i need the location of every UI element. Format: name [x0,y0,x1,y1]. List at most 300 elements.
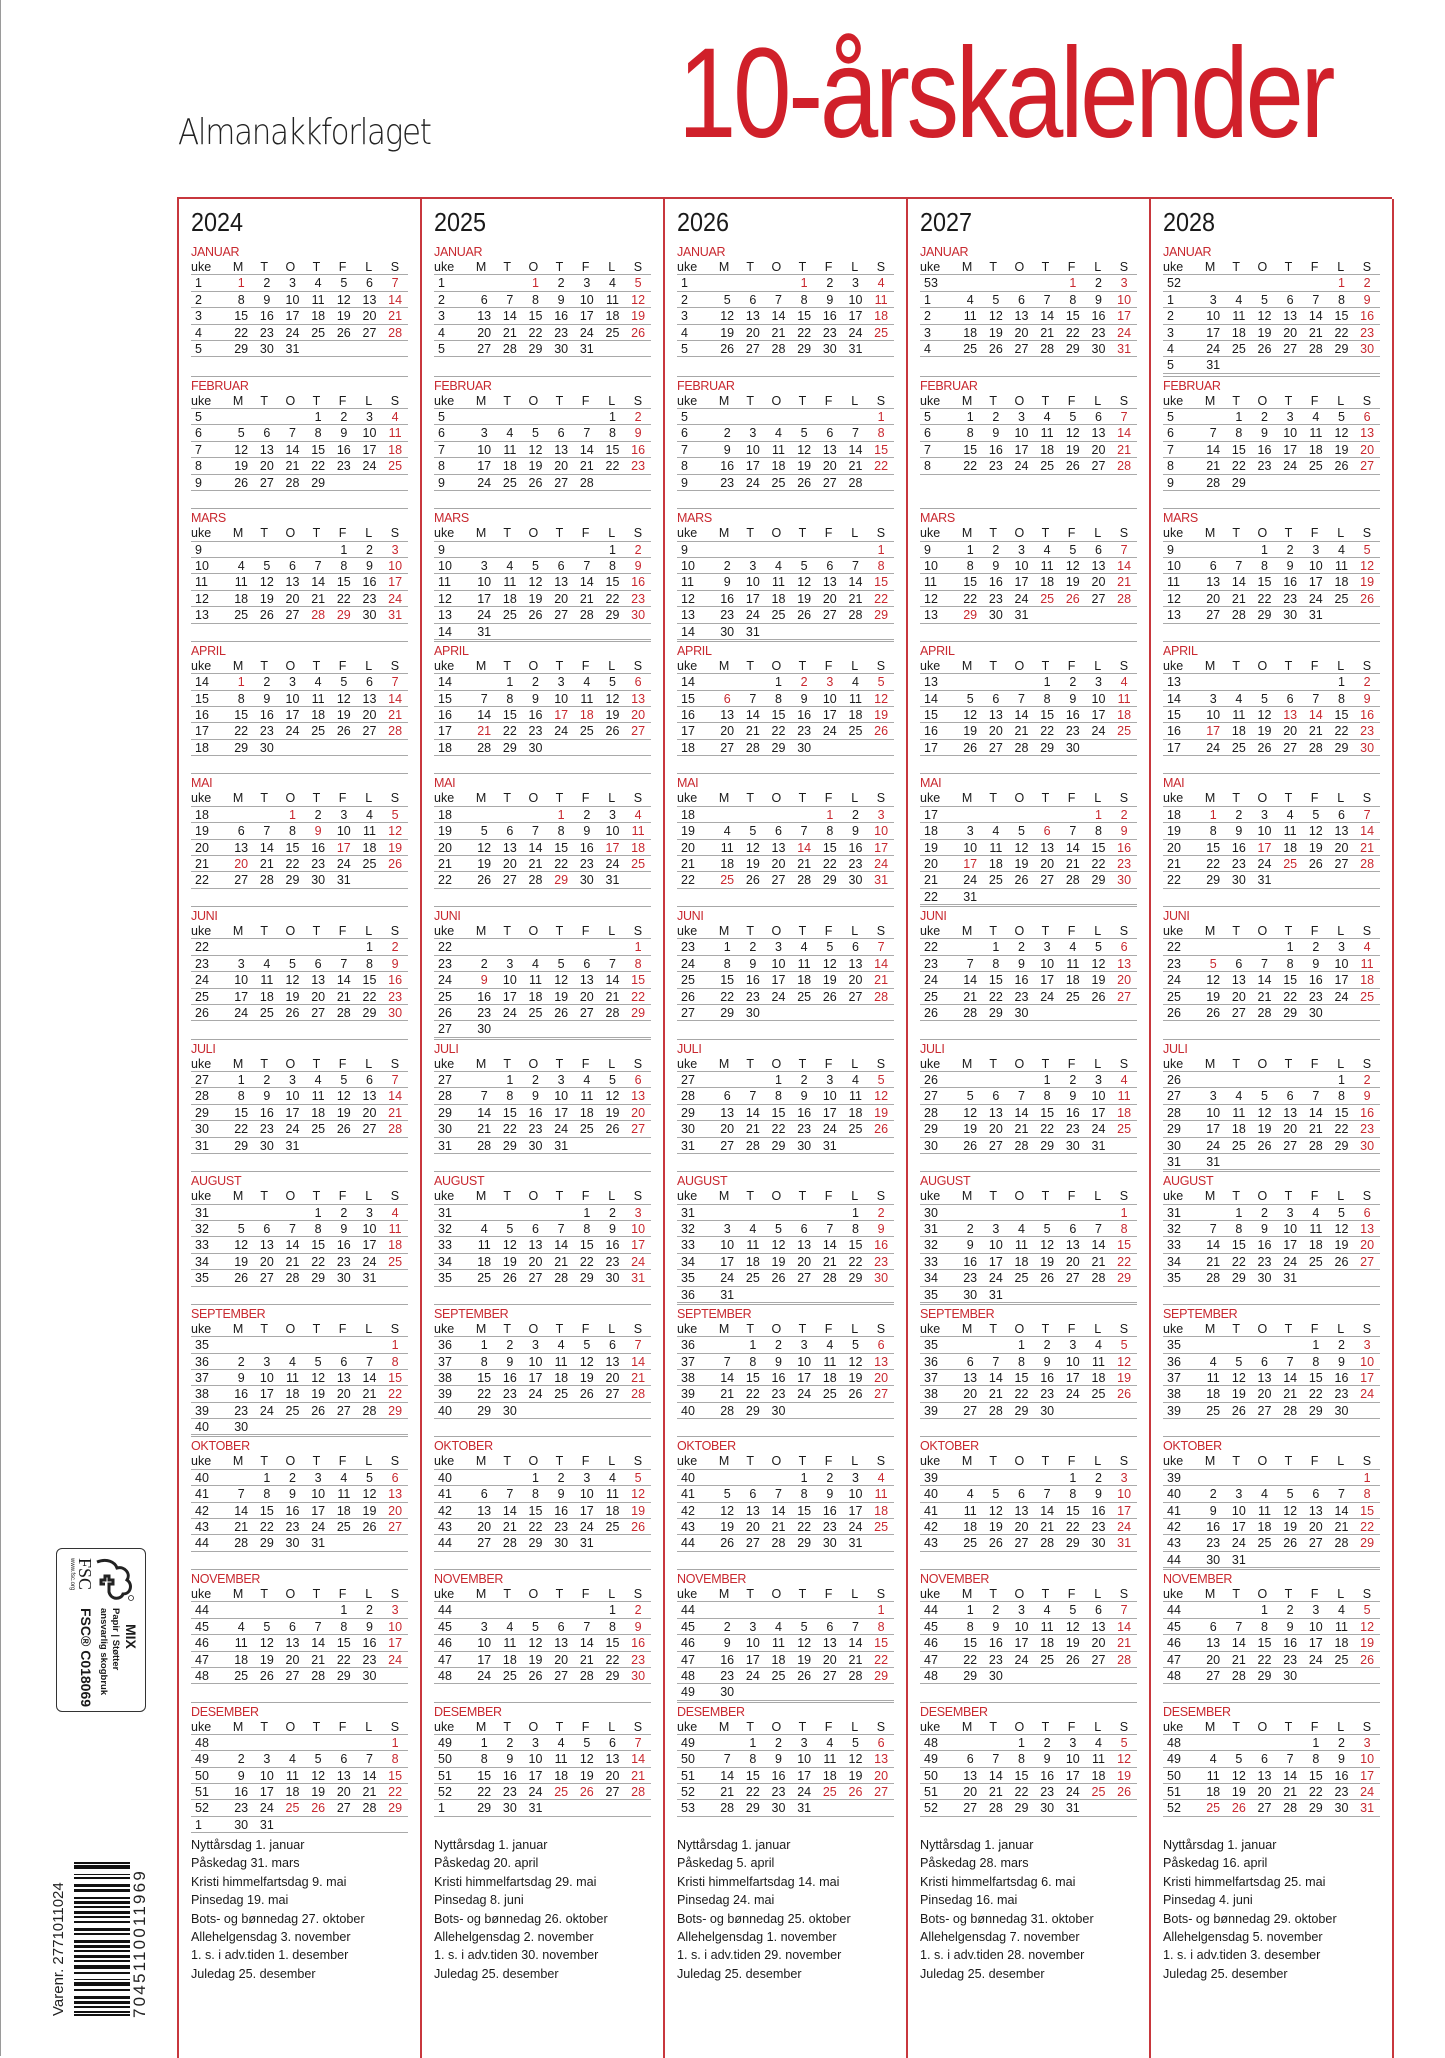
day-cell: 5 [723,292,731,307]
day-cell: 4 [506,1619,514,1634]
day-cell: 17 [285,707,300,722]
day-cell: 9 [992,426,1000,441]
weekday-label: T [1041,791,1050,806]
week-row [434,707,651,723]
day-cell: 28 [1257,1005,1272,1020]
day-cell: 6 [340,1354,348,1369]
month-name: FEBRUAR [434,378,492,393]
day-cell [280,1735,306,1750]
weekday-header [677,790,894,806]
month-name: NOVEMBER [191,1571,261,1586]
weekday-label: S [633,1454,643,1469]
day-cell: 5 [506,1221,514,1236]
week-row [677,1088,894,1104]
day-cell: 16 [477,989,492,1004]
day-cell: 5 [1312,807,1320,822]
day-cell: 13 [336,1370,351,1385]
day-cell [1277,1072,1303,1087]
weekday-header [920,1188,1137,1204]
day-cell [600,939,626,954]
weekday-label: S [1119,1586,1129,1601]
day-cell: 18 [1231,325,1246,340]
week-row-empty [920,1021,1137,1037]
day-cell: 1 [289,807,296,822]
weekday-label: O [1014,1719,1025,1734]
weekday-header [191,525,408,541]
weekday-header [677,923,894,939]
day-cell: 19 [579,1768,594,1783]
day-cell: 30 [336,1271,351,1286]
day-cell: 29 [1231,1271,1246,1286]
day-cell: 23 [1117,856,1132,871]
weekday-label: L [608,1189,616,1204]
holiday-item: Juledag 25. desember [920,1966,1045,1981]
day-cell: 31 [1206,358,1221,373]
week-row [434,1751,651,1767]
week-row [191,691,408,707]
week-row [677,1470,894,1486]
week-row [1163,1072,1380,1088]
day-cell: 18 [554,1768,569,1783]
day-cell: 14 [388,691,403,706]
week-row [191,1386,408,1402]
weekday-label: S [633,1056,643,1071]
day-cell: 24 [259,1801,274,1816]
weekday-label: M [718,1719,730,1734]
weekday-label: T [555,393,564,408]
day-cell: 1 [775,675,782,690]
month-block [434,641,651,774]
day-cell: 19 [822,973,837,988]
day-cell: 24 [1065,1785,1080,1800]
day-cell: 28 [797,873,812,888]
week-row [1163,475,1380,491]
weekday-label: T [1041,393,1050,408]
day-cell: 22 [1231,459,1246,474]
day-cell [382,1138,408,1153]
weekday-header [434,525,651,541]
weekday-label: L [1094,1719,1102,1734]
day-cell: 10 [528,1752,543,1767]
week-col-label: uke [677,1719,698,1734]
week-number: 17 [1167,740,1181,755]
day-cell [791,409,817,424]
day-cell [254,542,280,557]
day-cell: 19 [259,591,274,606]
day-cell: 8 [532,1487,539,1502]
month-name: OKTOBER [1163,1439,1222,1454]
week-row [191,425,408,441]
week-col-label: uke [920,791,941,806]
day-cell [766,807,792,822]
weekday-label: M [718,393,730,408]
week-row [677,1105,894,1121]
holiday-item: Påskedag 20. april [434,1856,539,1871]
day-cell: 3 [1209,691,1217,706]
day-cell: 22 [477,1785,492,1800]
day-cell: 28 [1308,740,1323,755]
day-cell [1354,1270,1380,1285]
day-cell: 19 [1206,989,1221,1004]
week-row [434,1270,651,1286]
holiday-list [920,1836,1094,1983]
day-cell: 11 [554,1752,568,1767]
day-cell: 2 [749,940,757,955]
day-cell: 11 [963,1503,977,1518]
weekday-label: M [475,1321,487,1336]
day-cell: 7 [237,1487,245,1502]
week-number: 44 [438,1536,452,1551]
week-row [920,1205,1137,1221]
day-cell: 1 [314,409,322,424]
day-cell: 11 [337,1487,351,1502]
week-number: 2 [1167,309,1174,324]
day-cell [714,1470,740,1485]
day-cell: 21 [848,1652,863,1667]
day-cell: 4 [1209,1354,1217,1369]
day-cell: 11 [286,1370,299,1385]
week-number: 45 [681,1619,695,1634]
day-cell: 27 [1257,1801,1272,1816]
day-cell: 29 [528,341,543,356]
month-block [920,1039,1137,1172]
day-cell: 21 [1283,1387,1298,1402]
day-cell: 19 [631,1503,646,1518]
day-cell: 22 [771,724,786,739]
week-row [434,872,651,888]
day-cell: 10 [848,292,863,307]
day-cell: 23 [1065,724,1080,739]
weekday-label: S [1362,1189,1372,1204]
day-cell [1226,939,1252,954]
day-cell: 26 [797,608,812,623]
day-cell: 12 [259,1636,274,1651]
ean-number: 7045110011969 [130,1869,149,2018]
week-number: 6 [924,426,931,441]
day-cell [600,1021,626,1036]
day-cell: 12 [988,309,1003,324]
weekday-label: T [1041,1586,1050,1601]
month-name: JULI [920,1041,945,1056]
weekday-label: T [555,1719,564,1734]
day-cell [625,872,651,887]
weekday-label: L [1337,1586,1345,1601]
day-cell: 3 [1069,1735,1077,1750]
day-cell [357,1337,383,1352]
weekday-label: T [555,791,564,806]
day-cell: 17 [362,442,377,457]
day-cell: 8 [289,824,296,839]
month-name: OKTOBER [920,1439,979,1454]
weekday-label: O [285,1056,296,1071]
week-row [677,292,894,308]
day-cell: 4 [583,675,591,690]
week-row [191,1535,408,1551]
day-cell: 21 [874,973,889,988]
weekday-label: S [390,393,400,408]
day-cell: 12 [362,1487,377,1502]
day-cell: 31 [720,1287,735,1302]
day-cell: 27 [388,1519,403,1534]
weekday-header [920,1453,1137,1469]
day-cell [843,1005,869,1020]
day-cell: 1 [1018,1735,1025,1750]
week-row [191,1619,408,1635]
day-cell [1226,1602,1252,1617]
day-cell: 2 [237,1354,245,1369]
week-row [191,1088,408,1104]
day-cell: 29 [631,1005,646,1020]
day-cell: 4 [506,558,514,573]
weekday-header [1163,393,1380,409]
day-cell: 6 [314,956,322,971]
week-number: 22 [438,873,452,888]
day-cell: 19 [1014,856,1029,871]
week-row [434,1486,651,1502]
day-cell [1252,275,1278,290]
week-row [191,542,408,558]
week-number: 26 [1167,1072,1181,1087]
month-name: AUGUST [677,1174,728,1189]
day-cell [1111,1287,1137,1302]
weekday-label: T [798,1454,807,1469]
weekday-label: L [1094,260,1102,274]
day-cell: 26 [1014,873,1029,888]
weekday-label: O [1014,1321,1025,1336]
week-row [191,591,408,607]
weekday-label: F [581,260,590,274]
day-cell: 15 [336,575,351,590]
week-row [920,1105,1137,1121]
day-cell: 13 [1091,558,1106,573]
week-row [1163,1768,1380,1784]
week-row [1163,1221,1380,1237]
day-cell: 11 [848,1089,862,1104]
day-cell: 15 [1334,1105,1349,1120]
day-cell: 24 [1308,1652,1323,1667]
day-cell: 16 [822,309,837,324]
weekday-label: O [528,1056,539,1071]
day-cell: 25 [311,724,326,739]
week-number: 10 [681,558,695,573]
week-row [191,1419,408,1435]
day-cell: 8 [1069,1487,1077,1502]
week-row [191,1221,408,1237]
day-cell: 1 [800,276,808,291]
day-cell: 13 [554,575,569,590]
day-cell: 5 [480,824,488,839]
day-cell: 1 [1094,807,1102,822]
day-cell: 10 [1308,1619,1323,1634]
week-row [434,1652,651,1668]
weekday-label: L [851,1586,859,1601]
day-cell: 13 [822,442,837,457]
day-cell: 9 [1120,824,1128,839]
day-cell: 7 [1043,1487,1051,1502]
weekday-label: O [528,1321,539,1336]
weekday-label: L [1094,1454,1102,1469]
day-cell: 30 [1360,1138,1375,1153]
day-cell: 8 [1235,426,1243,441]
day-cell: 31 [848,341,863,356]
week-row [677,1386,894,1402]
weekday-label: T [260,658,269,673]
day-cell [791,1684,817,1699]
day-cell: 13 [1014,1503,1029,1518]
weekday-header [1163,525,1380,541]
day-cell: 3 [480,426,488,441]
day-cell: 5 [237,1221,245,1236]
day-cell: 23 [477,1005,492,1020]
weekday-label: L [365,923,373,938]
week-number: 5 [681,409,688,424]
week-number: 5 [195,341,202,356]
weekday-header [1163,259,1380,275]
fsc-logo-text: FSC [75,1558,95,1591]
week-row [434,723,651,739]
day-cell [1277,1552,1303,1567]
day-cell: 14 [1040,1503,1055,1518]
week-number: 35 [438,1271,452,1286]
week-number: 44 [438,1603,452,1618]
day-cell: 22 [477,1387,492,1402]
day-cell: 27 [1040,873,1055,888]
weekday-label: T [260,393,269,408]
day-cell: 5 [340,276,348,291]
day-cell: 12 [797,442,812,457]
day-cell: 3 [1018,1603,1025,1618]
day-cell: 8 [263,1487,271,1502]
month-block [920,1702,1137,1835]
day-cell: 14 [285,1238,300,1253]
day-cell: 5 [1069,542,1077,557]
day-cell: 20 [1283,1122,1298,1137]
day-cell: 29 [874,608,889,623]
week-row [191,989,408,1005]
day-cell: 29 [1283,1005,1298,1020]
day-cell: 10 [771,956,786,971]
weekday-label: F [824,1189,833,1204]
weekday-label: O [771,526,782,541]
day-cell [957,674,983,689]
day-cell: 13 [631,1089,646,1104]
day-cell: 10 [285,292,300,307]
day-cell: 29 [1257,608,1272,623]
weekday-label: M [475,1056,487,1071]
weekday-label: F [1067,260,1076,274]
day-cell: 6 [365,276,373,291]
day-cell: 2 [634,542,642,557]
day-cell: 17 [848,1503,863,1518]
day-cell [357,1735,383,1750]
week-row [434,807,651,823]
day-cell [625,1021,651,1036]
day-cell: 26 [259,608,274,623]
day-cell: 10 [362,426,377,441]
day-cell [957,275,983,290]
day-cell: 27 [720,1138,735,1153]
day-cell: 21 [1308,1122,1323,1137]
weekday-label: L [1337,923,1345,938]
day-cell: 5 [1120,1338,1128,1353]
week-row [677,872,894,888]
day-cell: 28 [285,475,300,490]
day-cell: 10 [797,1752,812,1767]
day-cell: 26 [1257,341,1272,356]
month-name: MARS [677,511,712,526]
day-cell: 17 [477,591,492,606]
week-col-label: uke [920,526,941,541]
day-cell: 9 [365,1619,373,1634]
day-cell: 8 [608,426,616,441]
holiday-item: Allehelgensdag 3. november [191,1930,351,1945]
holiday-item: Kristi himmelfartsdag 9. mai [191,1874,347,1889]
holiday-item: Kristi himmelfartsdag 6. mai [920,1874,1076,1889]
day-cell: 6 [480,1487,488,1502]
day-cell: 24 [554,1122,569,1137]
day-cell: 8 [532,292,539,307]
day-cell: 9 [1069,691,1077,706]
day-cell [766,1005,792,1020]
week-number: 27 [681,1072,695,1087]
week-number: 51 [195,1785,209,1800]
weekday-label: T [1284,791,1293,806]
day-cell: 8 [608,1619,616,1634]
day-cell: 18 [605,1503,620,1518]
day-cell: 26 [631,325,646,340]
week-number: 24 [438,973,452,988]
day-cell: 14 [1308,707,1323,722]
month-name: SEPTEMBER [677,1306,752,1321]
week-number: 31 [681,1205,695,1220]
week-number: 40 [681,1470,695,1485]
weekday-label: T [798,1719,807,1734]
weekday-label: T [1232,1321,1241,1336]
day-cell: 3 [480,1619,488,1634]
day-cell [714,674,740,689]
day-cell: 27 [1283,740,1298,755]
weekday-label: M [961,1719,973,1734]
day-cell: 30 [988,1668,1003,1683]
day-cell: 24 [745,475,760,490]
weekday-label: F [1310,1719,1319,1734]
day-cell: 26 [605,1122,620,1137]
week-col-label: uke [1163,1454,1184,1469]
week-number: 49 [195,1752,209,1767]
weekday-label: M [1204,1586,1216,1601]
day-cell: 22 [874,591,889,606]
week-number: 11 [924,575,937,590]
day-cell: 29 [874,1668,889,1683]
day-cell: 15 [1206,840,1221,855]
weekday-label: O [1257,658,1268,673]
week-row [1163,1270,1380,1286]
day-cell: 28 [388,1122,403,1137]
week-row [677,1768,894,1784]
day-cell: 18 [963,325,978,340]
day-cell: 24 [1206,341,1221,356]
week-number: 49 [681,1735,695,1750]
day-cell [523,624,549,639]
weekday-label: L [851,526,859,541]
day-cell: 13 [848,956,863,971]
week-number: 20 [438,840,452,855]
day-cell: 23 [848,856,863,871]
day-cell: 3 [506,956,514,971]
fsc-mix: MIX [123,1624,139,1649]
day-cell [548,1800,574,1815]
week-row [920,458,1137,474]
